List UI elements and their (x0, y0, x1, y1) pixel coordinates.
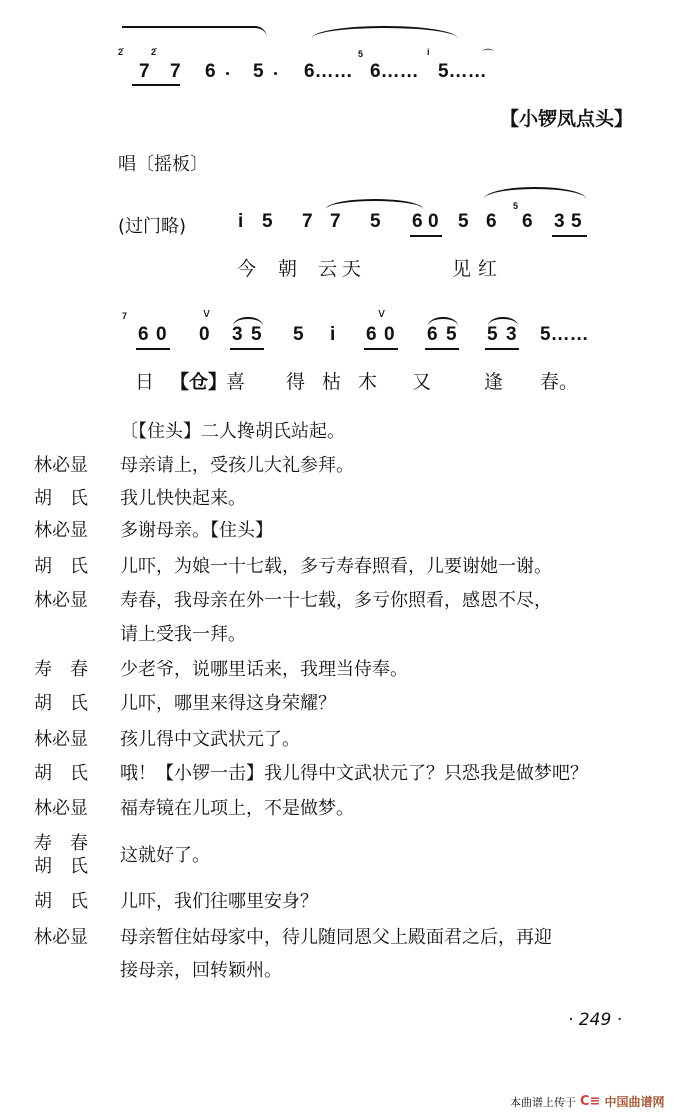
underline (552, 235, 587, 237)
note: 5 (446, 324, 457, 345)
underline (425, 348, 459, 350)
slur (122, 26, 267, 38)
note: 5 (571, 211, 582, 232)
dialogue-line: 哦！【小锣一击】我儿得中文武状元了？只恐我是做梦吧？ (120, 763, 588, 784)
note: 6 (205, 61, 216, 82)
underline (230, 348, 264, 350)
dialogue-line: 这就好了。 (120, 845, 210, 866)
lyric: 春。 (540, 371, 579, 393)
underline (364, 348, 398, 350)
note: 5 (253, 61, 264, 82)
speaker: 林必显 (34, 798, 88, 819)
speaker: 胡 氏 (34, 693, 88, 714)
note: i (330, 324, 336, 345)
lyric: 逢 (484, 371, 504, 393)
note: 7 (302, 211, 313, 232)
underline (136, 348, 170, 350)
lyric: 【仓】 (170, 371, 228, 393)
speaker: 胡 氏 (34, 556, 88, 577)
speaker: 胡 氏 (34, 891, 88, 912)
footer-watermark (510, 1093, 664, 1110)
slur (484, 187, 586, 199)
dialogue-line: 我儿快快起来。 (120, 488, 246, 509)
note: 5…… (540, 324, 589, 345)
lyric: 喜 (226, 371, 246, 393)
note: 5 (487, 324, 498, 345)
speaker: 胡 氏 (34, 488, 88, 509)
lyric: 朝 (278, 258, 298, 280)
dot (226, 72, 229, 75)
note: 3 (506, 324, 517, 345)
fermata-icon: ⌒ (482, 48, 495, 62)
dialogue-line: 多谢母亲。【住头】 (120, 520, 273, 541)
grace-note: 2̇ (151, 47, 157, 57)
dialogue-line: 孩儿得中文武状元了。 (120, 729, 300, 750)
note: 6 (412, 211, 423, 232)
note: 6…… (370, 61, 419, 82)
grace-note: 2̇ (118, 47, 124, 57)
note: 6 (522, 211, 533, 232)
speaker: 林必显 (34, 520, 88, 541)
lyric: 天 (342, 258, 362, 280)
speaker: 胡 氏 (34, 856, 88, 877)
note: 0 (428, 211, 439, 232)
speaker: 寿 春 (34, 659, 88, 680)
dialogue-line: 少老爷，说哪里话来，我理当侍奉。 (120, 659, 408, 680)
lyric: 今 (237, 258, 257, 280)
note: 0 (199, 324, 210, 345)
intro-label: (过门略) (118, 216, 187, 237)
lyric: 枯 (322, 371, 342, 393)
lyric: 日 (135, 371, 155, 393)
note: 6…… (304, 61, 353, 82)
note: 5 (262, 211, 273, 232)
lyric: 见 (452, 258, 472, 280)
lyric: 红 (478, 258, 498, 280)
breath-mark: v (203, 306, 211, 320)
note: 0 (156, 324, 167, 345)
dialogue-line: 福寿镜在儿项上，不是做梦。 (120, 798, 354, 819)
lyric: 木 (358, 371, 378, 393)
note: 7 (170, 61, 181, 82)
speaker: 胡 氏 (34, 763, 88, 784)
footer-text: 本曲谱上传于 (510, 1095, 576, 1109)
underline (132, 84, 180, 86)
slur (312, 26, 457, 38)
dialogue-line: 请上受我一拜。 (120, 624, 246, 645)
speaker: 林必显 (34, 455, 88, 476)
speaker: 林必显 (34, 590, 88, 611)
note: 6 (427, 324, 438, 345)
dialogue-line: 儿吓，哪里来得这身荣耀？ (120, 693, 336, 714)
percussion-cue: 【小锣凤点头】 (500, 108, 634, 130)
note: 6 (138, 324, 149, 345)
dialogue-line: 母亲暂住姑母家中，待儿随同恩父上殿面君之后，再迎 (120, 927, 552, 948)
dialogue-line: 母亲请上，受孩儿大礼参拜。 (120, 455, 354, 476)
site-name: 中国曲谱网 (604, 1095, 665, 1109)
note: 5…… (438, 61, 487, 82)
page-number: · 249 · (568, 1010, 623, 1030)
breath-mark: v (378, 306, 386, 320)
note: 6 (486, 211, 497, 232)
dialogue-line: 儿吓，我们往哪里安身？ (120, 891, 318, 912)
dialogue-line: 寿春，我母亲在外一十七载，多亏你照看，感恩不尽， (120, 590, 552, 611)
lyric: 得 (286, 371, 306, 393)
dialogue-line: 儿吓，为娘一十七载，多亏寿春照看，儿要谢她一谢。 (120, 556, 552, 577)
grace-note: i (427, 47, 430, 57)
note: 5 (293, 324, 304, 345)
speaker: 林必显 (34, 927, 88, 948)
note: 0 (384, 324, 395, 345)
site-logo-icon: C≡ (580, 1094, 601, 1109)
note: 5 (370, 211, 381, 232)
note: 5 (251, 324, 262, 345)
grace-note: 7 (122, 311, 128, 321)
note: 3 (232, 324, 243, 345)
underline (410, 235, 442, 237)
underline (485, 348, 519, 350)
stage-direction: 〔【住头】二人搀胡氏站起。 (120, 421, 345, 442)
grace-note: 5 (358, 49, 364, 59)
note: 5 (458, 211, 469, 232)
note: i (238, 211, 244, 232)
note: 7 (330, 211, 341, 232)
dot (274, 72, 277, 75)
dialogue-line: 接母亲，回转颖州。 (120, 960, 282, 981)
note: 6 (366, 324, 377, 345)
slur (326, 199, 423, 209)
sing-label: 唱〔摇板〕 (118, 154, 208, 175)
lyric: 云 (318, 258, 338, 280)
lyric: 又 (412, 371, 432, 393)
speaker: 林必显 (34, 729, 88, 750)
grace-note: 5 (513, 201, 519, 211)
note: 7 (139, 61, 150, 82)
note: 3 (554, 211, 565, 232)
speaker: 寿 春 (34, 833, 88, 854)
